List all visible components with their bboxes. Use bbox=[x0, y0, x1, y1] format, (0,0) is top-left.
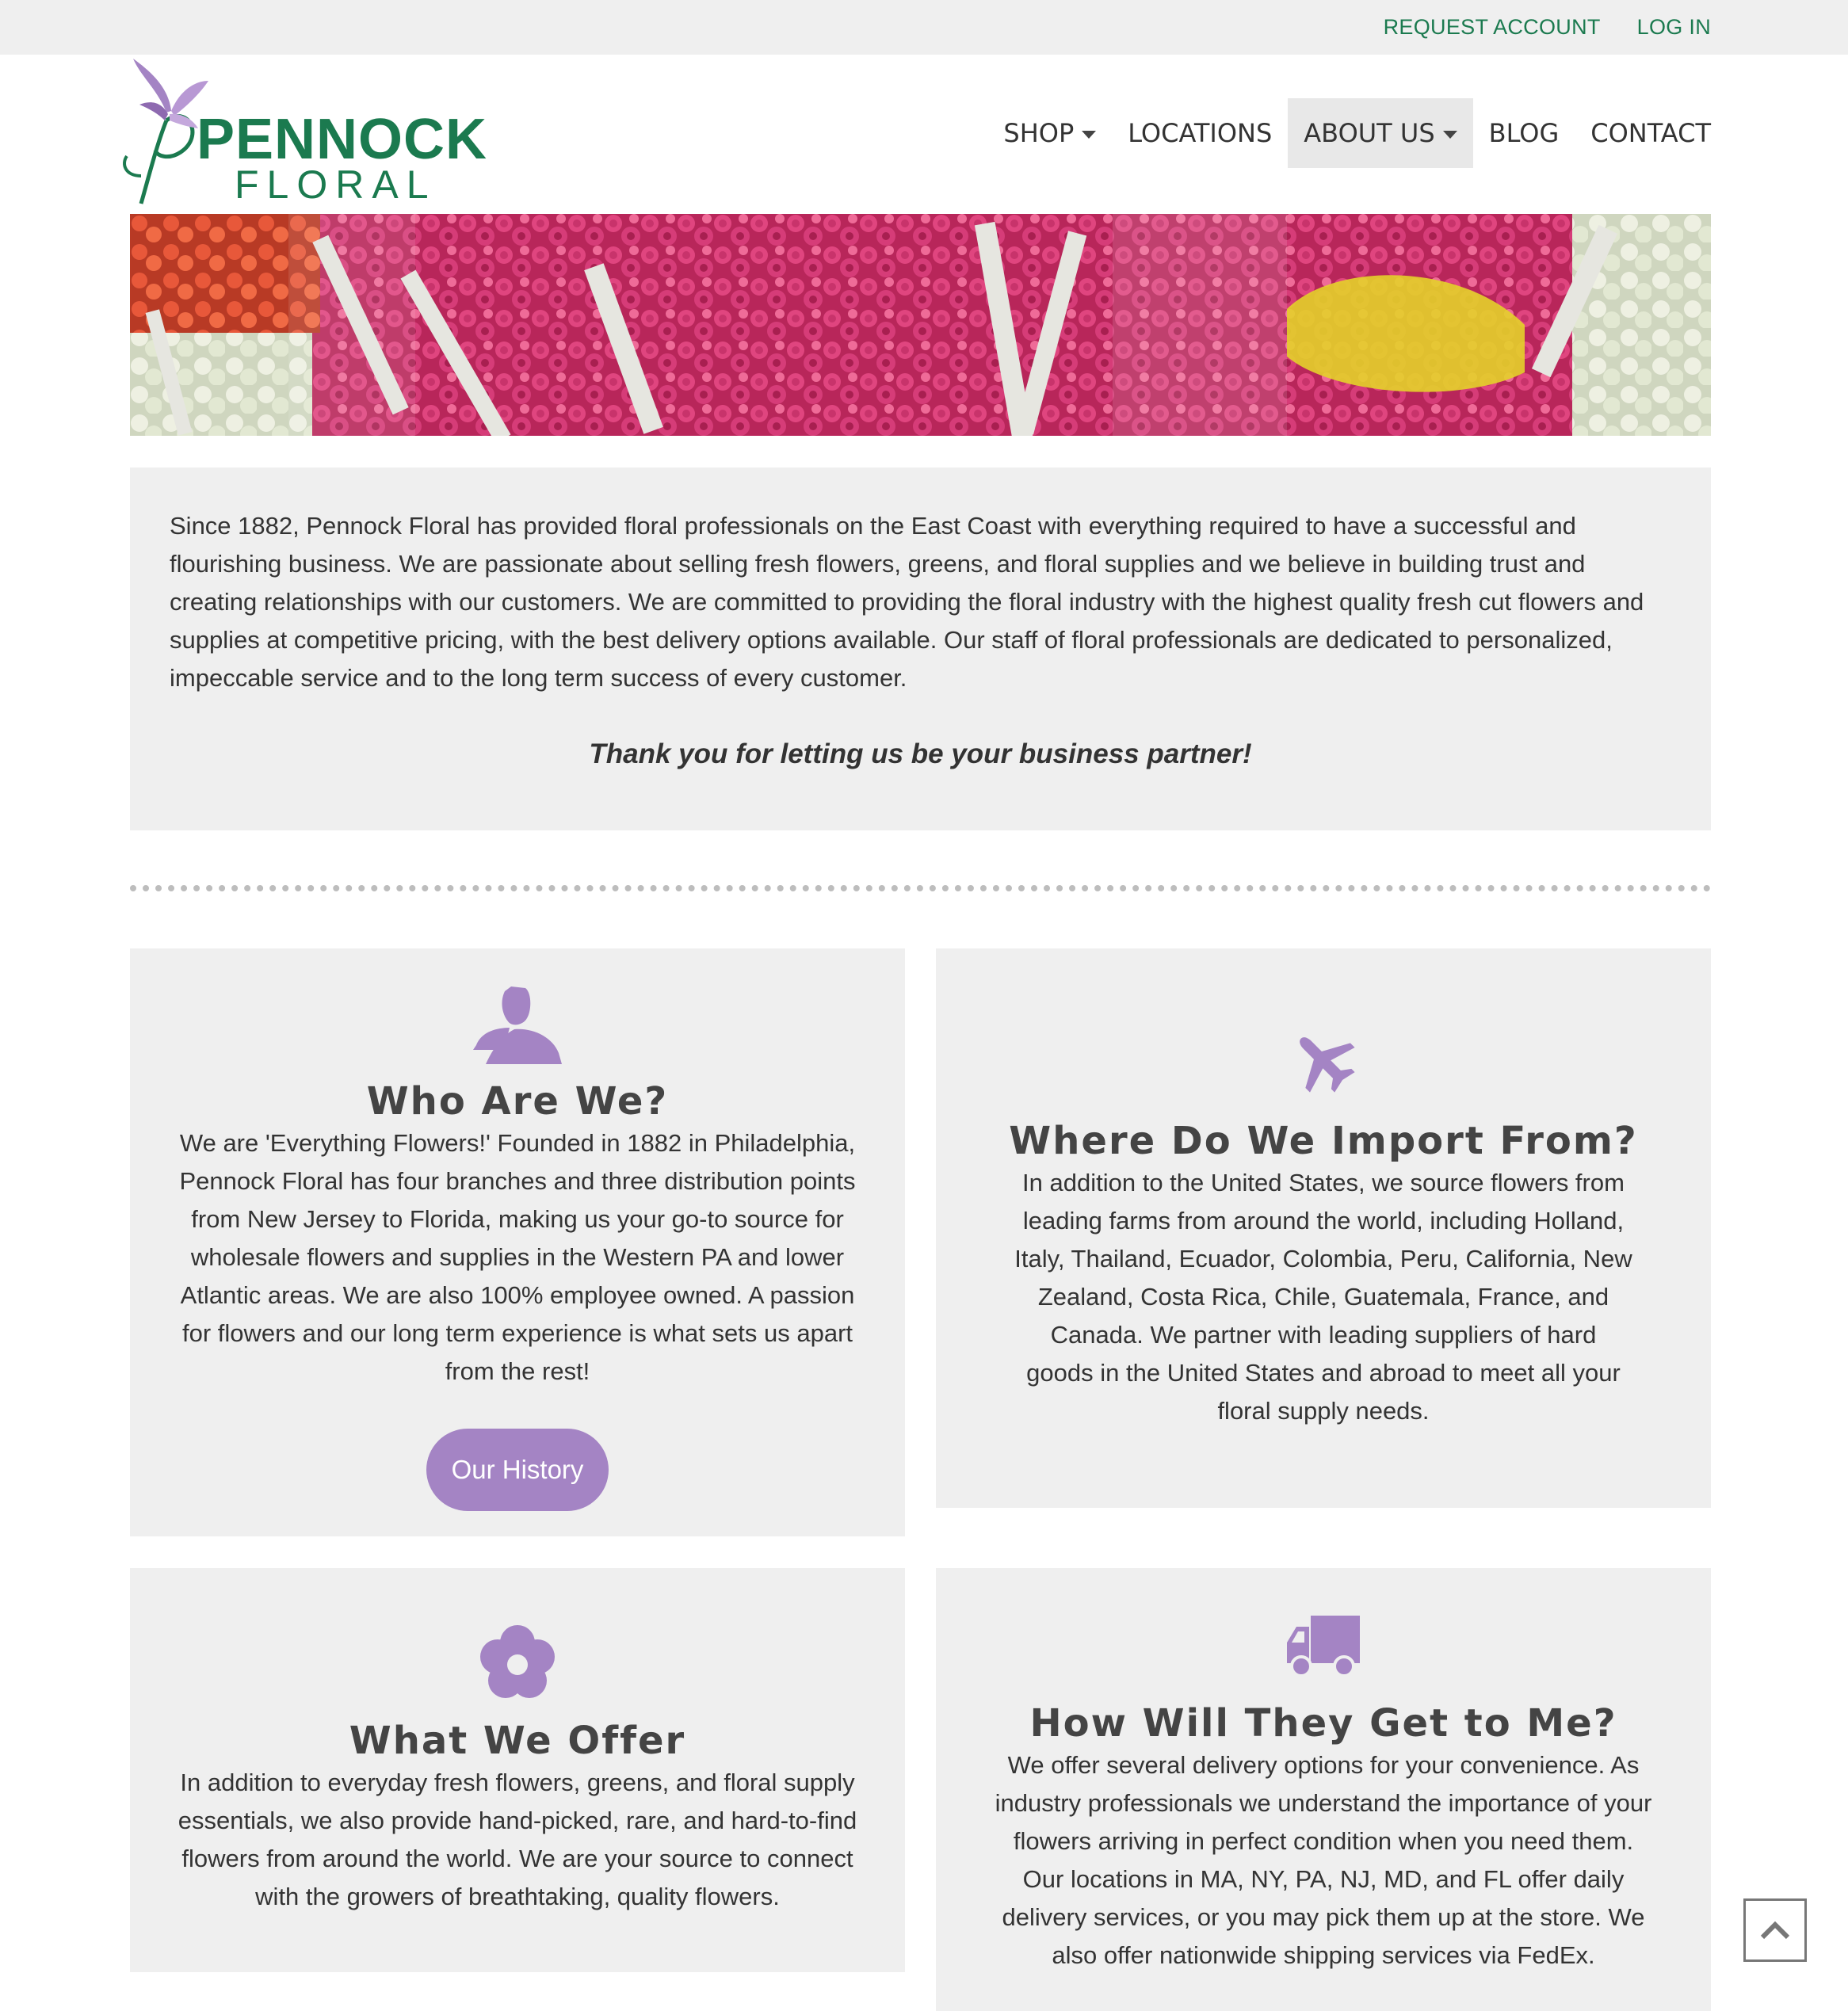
request-account-link[interactable]: REQUEST ACCOUNT bbox=[1383, 15, 1601, 39]
nav-blog[interactable] bbox=[1473, 98, 1575, 168]
nav-about-us[interactable] bbox=[1288, 98, 1472, 168]
nav-blog-label: BLOG bbox=[1488, 118, 1560, 148]
utility-bar bbox=[0, 0, 1848, 55]
card-text: We are 'Everything Flowers!' Founded in 1882 in Philadelphia, Pennock Floral has four branches and three distribution points from New Jersey to Florida, making us your go-to source for wholesale flowers and supplies in the Western PA and lower Atlantic areas. We are also 100% employee owned. A passion for flowers and our long term experience is what sets us apart from the rest! bbox=[179, 1129, 856, 1385]
nav-contact[interactable] bbox=[1575, 98, 1711, 168]
log-in-link[interactable]: LOG IN bbox=[1636, 15, 1711, 39]
utility-links bbox=[1384, 0, 1711, 55]
card-text: We offer several delivery options for your convenience. As industry professionals we understand the importance of your flowers arriving in perfect condition when you need them. Our locations in MA, NY, PA, NJ, MD, and FL offer daily delivery services, or you may pick them up at the store. We also offer nationwide shipping services via FedEx. bbox=[995, 1751, 1652, 1969]
caret-down-icon bbox=[1443, 131, 1457, 139]
main-nav bbox=[987, 98, 1711, 168]
intro-thanks: Thank you for letting us be your business partner! bbox=[589, 738, 1252, 769]
nav-shop[interactable] bbox=[987, 98, 1112, 168]
flower-icon bbox=[479, 1625, 556, 1701]
card-import bbox=[936, 948, 1711, 1508]
caret-down-icon bbox=[1082, 131, 1096, 139]
card-text: In addition to everyday fresh flowers, greens, and floral supply essentials, we also provide hand-picked, rare, and hard-to-find flowers from around the world. We are your source to connect with the growers of breathtaking, quality flowers. bbox=[178, 1769, 857, 1910]
card-title: What We Offer bbox=[349, 1719, 686, 1763]
back-to-top-button[interactable] bbox=[1743, 1898, 1807, 1962]
card-who-are-we bbox=[130, 948, 905, 1536]
airplane-icon bbox=[1290, 1029, 1357, 1093]
dotted-divider bbox=[130, 885, 1711, 891]
intro-text: Since 1882, Pennock Floral has provided floral professionals on the East Coast with everything required to have a successful and flourishing business. We are passionate about selling fresh flowers, greens, and floral supplies and we believe in building trust and creating relationships with our customers. We are committed to providing the floral industry with the highest quality fresh cut flowers and supplies at competitive pricing, with the best delivery options available. Our staff of floral professionals are dedicated to personalized, impeccable service and to the long term success of every customer. bbox=[170, 512, 1644, 692]
nav-contact-label: CONTACT bbox=[1590, 118, 1711, 148]
nav-locations[interactable] bbox=[1112, 98, 1288, 168]
site-logo[interactable] bbox=[117, 57, 488, 208]
card-what-we-offer bbox=[130, 1568, 905, 1972]
card-title: Where Do We Import From? bbox=[1009, 1119, 1638, 1163]
person-icon bbox=[473, 986, 562, 1064]
logo-wordmark-top: PENNOCK bbox=[197, 108, 488, 171]
nav-shop-label: SHOP bbox=[1003, 118, 1075, 148]
card-delivery bbox=[936, 1568, 1711, 2011]
card-text: In addition to the United States, we source flowers from leading farms from around the world, including Holland, Italy, Thailand, Ecuador, Colombia, Peru, California, New Zealand, Costa Rica, Chile, Guatemala, France, and Canada. We partner with leading suppliers of hard goods in the United States and abroad to meet all your floral supply needs. bbox=[1014, 1169, 1632, 1425]
roses-photo bbox=[130, 214, 1711, 436]
logo-wordmark-bottom: FLORAL bbox=[235, 162, 437, 207]
card-title: Who Are We? bbox=[366, 1079, 669, 1124]
card-title: How Will They Get to Me? bbox=[1029, 1701, 1617, 1746]
hero-banner-image bbox=[130, 214, 1711, 436]
chevron-up-icon bbox=[1759, 1920, 1791, 1940]
truck-icon bbox=[1287, 1616, 1360, 1677]
intro-panel bbox=[130, 467, 1711, 830]
nav-about-label: ABOUT US bbox=[1304, 118, 1435, 148]
our-history-button[interactable]: Our History bbox=[426, 1429, 609, 1511]
nav-locations-label: LOCATIONS bbox=[1128, 118, 1273, 148]
